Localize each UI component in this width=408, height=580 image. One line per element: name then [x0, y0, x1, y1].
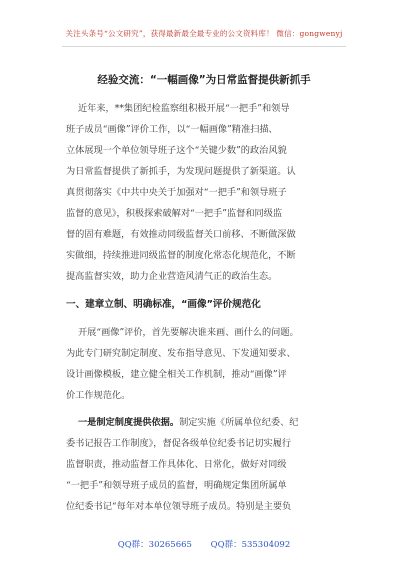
header-note-wechat: 微信：gongwenyj — [276, 29, 343, 38]
paragraph-line: 价工作规范化。 — [66, 390, 131, 401]
paragraph-lead: 一是制定制度提供依据。 — [78, 417, 180, 428]
header-note — [0, 28, 408, 39]
paragraph-line: 设计画像模板，建立健全相关工作机制，推动“画像”评 — [66, 369, 287, 380]
paragraph-line-lead — [78, 414, 299, 428]
paragraph-line: 近年来，**集团纪检监察组积极开展“一把手”和领导 — [78, 103, 290, 114]
paragraph-line: “一把手”和领导班子成员的监督，明确规定集团所属单 — [66, 480, 287, 491]
footer-qq-1: QQ群：30265665 — [117, 540, 192, 550]
paragraph-line: 监督职责，推动监督工作具体化、日常化，做好对同级 — [66, 459, 287, 470]
paragraph-line: 位纪委书记“每年对本单位领导班子成员。特别是主要负 — [66, 501, 292, 512]
paragraph-line: 督的固有难题，有效推动同级监督关口前移、不断做深做 — [66, 229, 296, 240]
paragraph-text: 制定实施《所属单位纪委、纪 — [179, 417, 299, 428]
header-divider — [62, 46, 346, 47]
header-note-text: 关注头条号“公文研究”，获得最新最全最专业的公文资料库！ — [65, 29, 274, 38]
paragraph-line: 监督的意见》，积极探索破解对“一把手”监督和同级监 — [66, 208, 283, 219]
paragraph-line: 为日常监督提供了新抓手，为发现问题提供了新渠道。认 — [66, 166, 296, 177]
paragraph-line: 真贯彻落实《中共中央关于加强对“一把手”和领导班子 — [66, 187, 287, 198]
paragraph-line: 班子成员“画像”评价工作，以“一幅画像”精准扫描、 — [66, 124, 278, 135]
paragraph-line: 提高监督实效，助力企业营造风清气正的政治生态。 — [66, 271, 278, 282]
section-heading: 一、建章立制、明确标准，“画像”评价规范化 — [66, 299, 261, 310]
footer-qq-2: QQ群：535304092 — [210, 540, 291, 550]
paragraph-line: 开展“画像”评价，首先要解决谁来画、画什么的问题。 — [78, 327, 299, 338]
paragraph-line: 实做细，持续推进同级监督的制度化常态化规范化，不断 — [66, 250, 296, 261]
paragraph-line: 立体展现一个单位领导班子这个“关键少数”的政治风貌 — [66, 145, 287, 156]
document-title: 经验交流：“一幅画像”为日常监督提供新抓手 — [97, 74, 311, 86]
paragraph-line: 为此专门研究制定制度、发布指导意见、下发通知要求、 — [66, 348, 296, 359]
footer-contacts — [0, 538, 408, 550]
paragraph-line: 委书记报告工作制度》，督促各级单位纪委书记切实履行 — [66, 438, 292, 449]
